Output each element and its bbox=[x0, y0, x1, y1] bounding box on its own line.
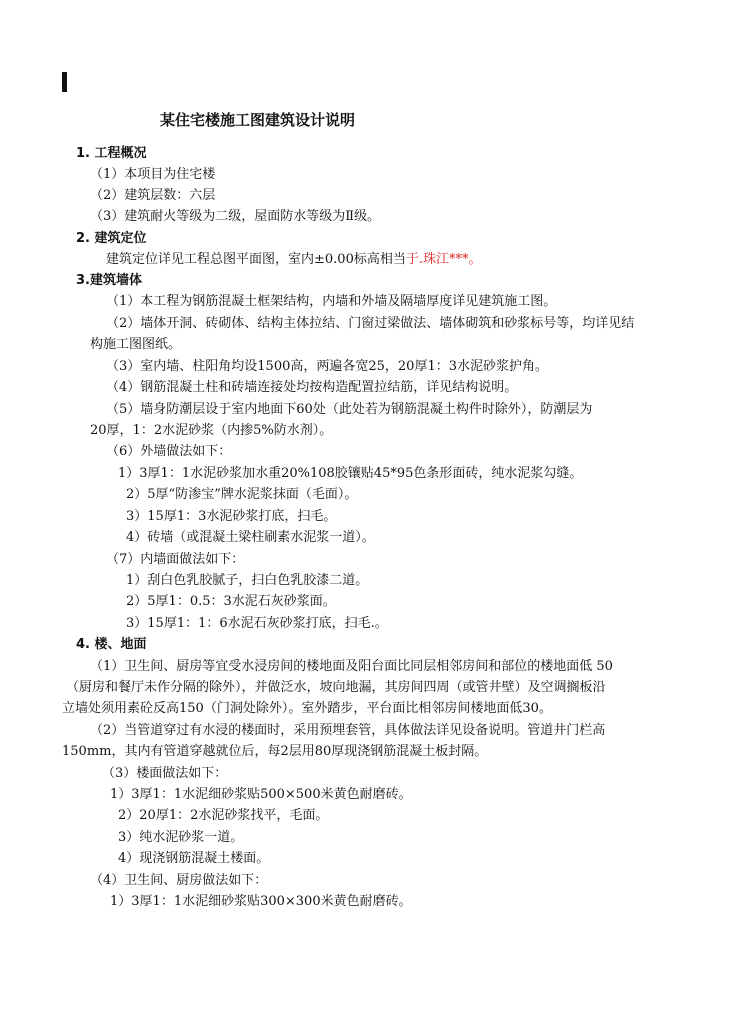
s3-line-1: （1）本工程为钢筋混凝土框架结构，内墙和外墙及隔墙厚度详见建筑施工图。 bbox=[106, 294, 557, 309]
s1-item-1: （1）本项目为住宅楼 bbox=[90, 167, 216, 182]
s3-line-10: 2）5厚“防渗宝”牌水泥浆抹面（毛面）。 bbox=[126, 487, 358, 502]
s3-line-15: 2）5厚1：0.5：3水泥石灰砂浆面。 bbox=[126, 594, 336, 609]
s4-line-10: 4）现浇钢筋混凝土楼面。 bbox=[118, 851, 270, 866]
s4-line-12: 1）3厚1：1水泥细砂浆贴300×300米黄色耐磨砖。 bbox=[110, 894, 412, 909]
s3-line-9: 1）3厚1：1水泥砂浆加水重20%108胶镶贴45*95色条形面砖，纯水泥浆勾缝。 bbox=[118, 466, 583, 481]
s2-text-red: 于.珠江***。 bbox=[405, 252, 482, 267]
s3-line-3: 构施工图图纸。 bbox=[90, 337, 182, 352]
s3-line-2: （2）墙体开洞、砖砌体、结构主体拉结、门窗过梁做法、墙体砌筑和砂浆标号等，均详见结 bbox=[106, 316, 635, 331]
s4-line-11: （4）卫生间、厨房做法如下： bbox=[90, 873, 268, 888]
page-margin-mark bbox=[62, 72, 67, 92]
s3-line-4: （3）室内墙、柱阳角均设1500高，两遍各宽25，20厚1：3水泥砂浆护角。 bbox=[106, 359, 548, 374]
s4-line-8: 2）20厚1：2水泥砂浆找平，毛面。 bbox=[118, 808, 329, 823]
section-4-heading: 4. 楼、地面 bbox=[76, 637, 147, 652]
s1-item-3: （3）建筑耐火等级为二级，屋面防水等级为Ⅱ级。 bbox=[90, 209, 381, 224]
s3-line-14: 1）刮白色乳胶腻子，扫白色乳胶漆二道。 bbox=[126, 573, 369, 588]
s3-line-5: （4）钢筋混凝土柱和砖墙连接处均按构造配置拉结筋，详见结构说明。 bbox=[106, 380, 518, 395]
section-2-heading: 2. 建筑定位 bbox=[76, 231, 147, 246]
s2-text-main: 建筑定位详见工程总图平面图，室内±0.00标高相当 bbox=[106, 252, 406, 267]
s4-line-6: （3）楼面做法如下： bbox=[102, 766, 228, 781]
s3-line-11: 3）15厚1：3水泥砂浆打底，扫毛。 bbox=[126, 509, 337, 524]
s3-line-6: （5）墙身防潮层设于室内地面下60处（此处若为钢筋混凝土构件时除外），防潮层为 bbox=[106, 402, 593, 417]
s2-text bbox=[106, 252, 481, 268]
s4-line-4: （2）当管道穿过有水浸的楼面时，采用预埋套管，具体做法详见设备说明。管道井门栏高 bbox=[90, 723, 606, 738]
s4-line-1: （1）卫生间、厨房等宜受水浸房间的楼地面及阳台面比同层相邻房间和部位的楼地面低 50 bbox=[90, 659, 613, 674]
section-1-heading: 1. 工程概况 bbox=[76, 146, 147, 161]
s4-line-3: 立墙处须用素砼反高150（门洞处除外）。室外踏步，平台面比相邻房间楼地面低30。 bbox=[62, 701, 552, 716]
s3-line-13: （7）内墙面做法如下： bbox=[106, 552, 245, 567]
s1-item-2: （2）建筑层数：六层 bbox=[90, 188, 216, 203]
s3-line-7: 20厚，1：2水泥砂浆（内掺5%防水剂）。 bbox=[90, 423, 333, 438]
s4-line-9: 3）纯水泥砂浆一道。 bbox=[118, 830, 244, 845]
s4-line-5: 150mm，其内有管道穿越就位后，每2层用80厚现浇钢筋混凝土板封隔。 bbox=[62, 744, 488, 759]
document-title: 某住宅楼施工图建筑设计说明 bbox=[160, 111, 356, 129]
s3-line-16: 3）15厚1：1：6水泥石灰砂浆打底，扫毛.。 bbox=[126, 616, 388, 631]
s3-line-8: （6）外墙做法如下： bbox=[106, 444, 232, 459]
section-3-heading: 3.建筑墙体 bbox=[76, 273, 142, 288]
s4-line-2: （厨房和餐厅未作分隔的除外），并做泛水，坡向地漏，其房间四周（或管井壁）及空调搁板沿 bbox=[66, 680, 606, 695]
s3-line-12: 4）砖墙（或混凝土梁柱刷素水泥浆一道）。 bbox=[126, 530, 375, 545]
s4-line-7: 1）3厚1：1水泥细砂浆贴500×500米黄色耐磨砖。 bbox=[110, 787, 412, 802]
